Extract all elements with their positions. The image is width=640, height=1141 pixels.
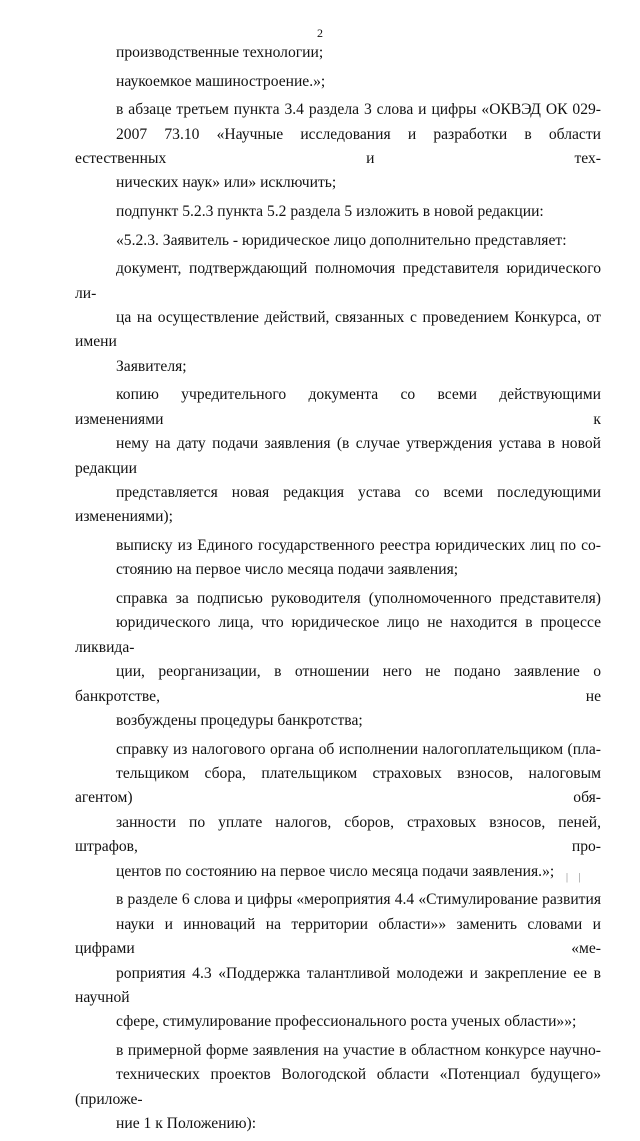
text-line: документ, подтверждающий полномочия представителя юридического ли- [75, 260, 601, 302]
paragraph [75, 41, 601, 65]
text-line: науки и инноваций на территории области»» заменить словами и цифрами «ме- [75, 915, 601, 958]
text-line: стоянию на первое число месяца подачи заявления; [116, 561, 459, 579]
paragraph [75, 738, 601, 884]
paragraph [75, 70, 601, 94]
text-line: ца на осуществление действий, связанных с проведением Конкурса, от имени [75, 309, 601, 351]
page-number: 2 [317, 26, 323, 40]
text-line: центов по состоянию на первое число месяца подачи заявления.»; [116, 862, 555, 880]
text-line: ции, реорганизации, в отношении него не подано заявление о банкротстве, не [75, 663, 601, 705]
text-line: нему на дату подачи заявления (в случае утверждения устава в новой редакции [75, 435, 601, 477]
text-line: ние 1 к Положению): [116, 1115, 257, 1133]
paragraph [75, 587, 601, 733]
text-line: выписку из Единого государственного реестра юридических лиц по со- [116, 537, 601, 555]
paragraph [75, 200, 601, 224]
paragraph [75, 257, 601, 379]
text-line: «5.2.3. Заявитель - юридическое лицо дополнительно представляет: [116, 231, 567, 249]
paragraph [75, 229, 601, 253]
text-line: в примерной форме заявления на участие в областном конкурсе научно- [116, 1041, 601, 1059]
paragraph [75, 98, 601, 196]
text-line: Заявителя; [116, 357, 187, 375]
text-line: в абзаце третьем пункта 3.4 раздела 3 слова и цифры «ОКВЭД ОК 029- [116, 101, 601, 119]
text-line: занности по уплате налогов, сборов, страховых взносов, пеней, штрафов, про- [75, 813, 601, 856]
text-line: копию учредительного документа со всеми действующими изменениями к [75, 386, 601, 428]
paragraph [75, 1039, 601, 1137]
paragraph [75, 888, 601, 1034]
text-line: справку из налогового органа об исполнении налогоплательщиком (пла- [116, 740, 601, 758]
text-line: роприятия 4.3 «Поддержка талантливой молодежи и закрепление ее в научной [75, 964, 601, 1006]
corner-marks: | | [566, 872, 585, 883]
text-line: в разделе 6 слова и цифры «мероприятия 4.4 «Стимулирование развития [116, 891, 601, 909]
text-line: представляется новая редакция устава со всеми последующими изменениями); [75, 484, 601, 526]
text-line: возбуждены процедуры банкротства; [116, 712, 363, 730]
text-line: производственные технологии; [116, 44, 324, 61]
text-line: нических наук» или» исключить; [116, 174, 337, 192]
paragraph [75, 534, 601, 583]
text-line: сфере, стимулирование профессионального роста ученых области»»; [116, 1013, 577, 1031]
paragraph [75, 383, 601, 529]
text-line: технических проектов Вологодской области «Потенциал будущего» (приложе- [75, 1066, 601, 1108]
text-line: справка за подписью руководителя (уполномоченного представителя) [116, 590, 601, 608]
text-line: 2007 73.10 «Научные исследования и разработки в области естественных и тех- [75, 125, 601, 167]
text-line: тельщиком сбора, плательщиком страховых взносов, налоговым агентом) обя- [75, 765, 601, 807]
text-line: юридического лица, что юридическое лицо не находится в процессе ликвида- [75, 614, 601, 656]
text-line: подпункт 5.2.3 пункта 5.2 раздела 5 изложить в новой редакции: [116, 203, 544, 220]
text-line: наукоемкое машиностроение.»; [116, 72, 326, 90]
body-text [75, 41, 601, 1141]
